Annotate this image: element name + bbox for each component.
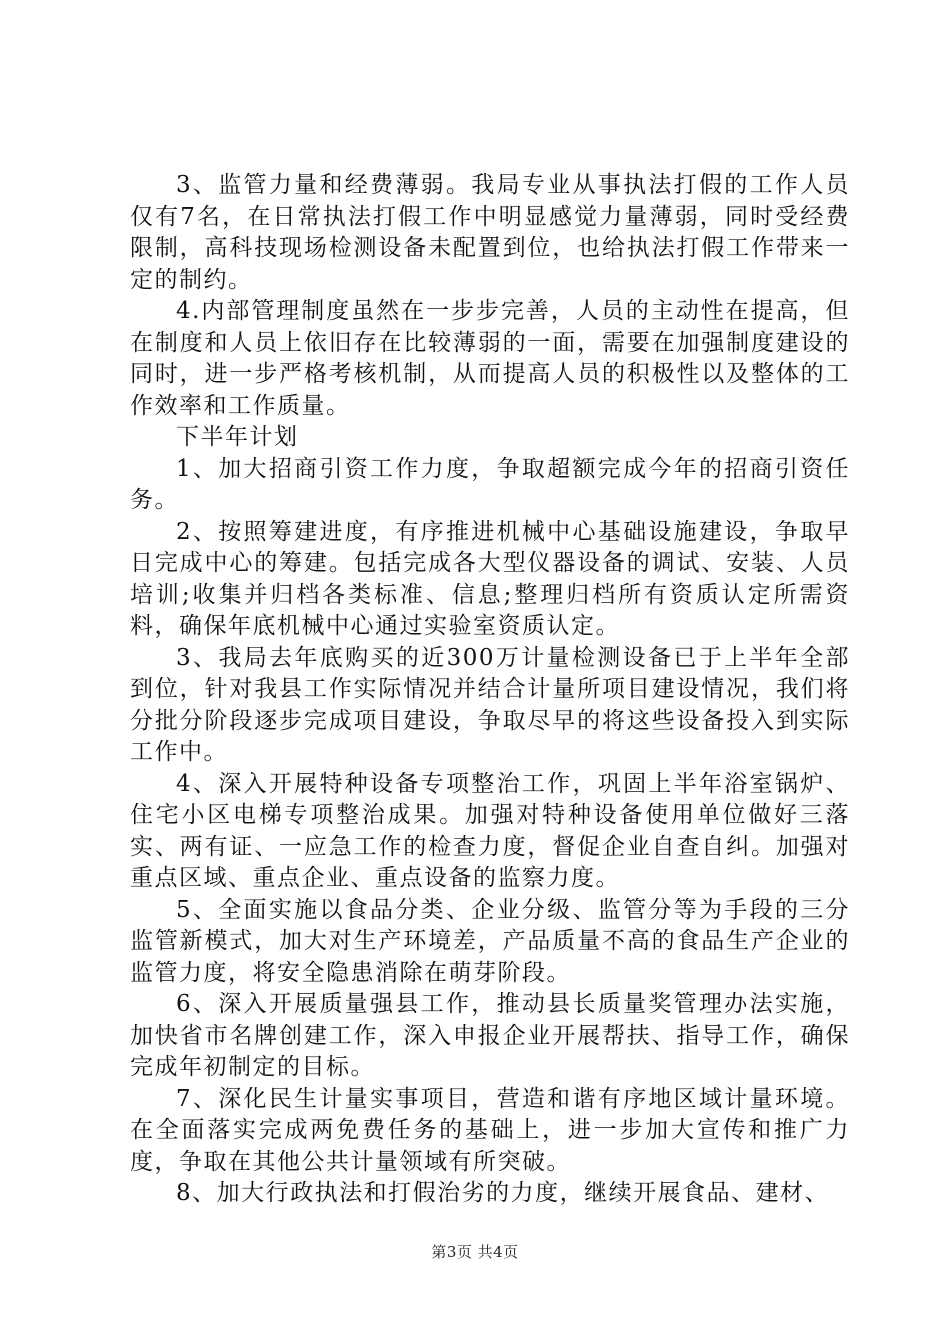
plan-item-7: 7、深化民生计量实事项目，营造和谐有序地区域计量环境。在全面落实完成两免费任务的基础上，进一步加大宣传和推广力度，争取在其他公共计量领域有所突破。: [130, 1085, 850, 1175]
plan-item-5: 5、全面实施以食品分类、企业分级、监管分等为手段的三分监管新模式，加大对生产环境差，产品质量不高的食品生产企业的监管力度，将安全隐患消除在萌芽阶段。: [130, 896, 850, 986]
plan-item-8: 8、加大行政执法和打假治劣的力度，继续开展食品、建材、: [176, 1180, 830, 1206]
page-number-footer: 第3页 共4页: [431, 1243, 519, 1261]
plan-item-6: 6、深入开展质量强县工作，推动县长质量奖管理办法实施，加快省市名牌创建工作，深入申报企业开展帮扶、指导工作，确保完成年初制定的目标。: [130, 991, 850, 1080]
plan-item-2: 2、按照筹建进度，有序推进机械中心基础设施建设，争取早日完成中心的筹建。包括完成各大型仪器设备的调试、安装、人员培训;收集并归档各类标准、信息;整理归档所有资质认定所需资料，确保年底机械中心通过实验室资质认定。: [130, 518, 850, 639]
paragraph-internal-management: 4.内部管理制度虽然在一步步完善，人员的主动性在提高，但在制度和人员上依旧存在比较薄弱的一面，需要在加强制度建设的同时，进一步严格考核机制，从而提高人员的积极性以及整体的工作效率和工作质量。: [130, 298, 850, 419]
document-body: [130, 170, 850, 1210]
plan-item-4: 4、深入开展特种设备专项整治工作，巩固上半年浴室锅炉、住宅小区电梯专项整治成果。加强对特种设备使用单位做好三落实、两有证、一应急工作的检查力度，督促企业自查自纠。加强对重点区域、重点企业、重点设备的监察力度。: [130, 770, 850, 891]
plan-item-3: 3、我局去年底购买的近300万计量检测设备已于上半年全部到位，针对我县工作实际情况并结合计量所项目建设情况，我们将分批分阶段逐步完成项目建设，争取尽早的将这些设备投入到实际工作中。: [130, 644, 850, 765]
section-heading-second-half-plan: 下半年计划: [176, 424, 299, 450]
plan-item-1: 1、加大招商引资工作力度，争取超额完成今年的招商引资任务。: [130, 455, 850, 513]
paragraph-supervision-weakness: 3、监管力量和经费薄弱。我局专业从事执法打假的工作人员仅有7名，在日常执法打假工作中明显感觉力量薄弱，同时受经费限制，高科技现场检测设备未配置到位，也给执法打假工作带来一定的制约。: [130, 172, 850, 293]
